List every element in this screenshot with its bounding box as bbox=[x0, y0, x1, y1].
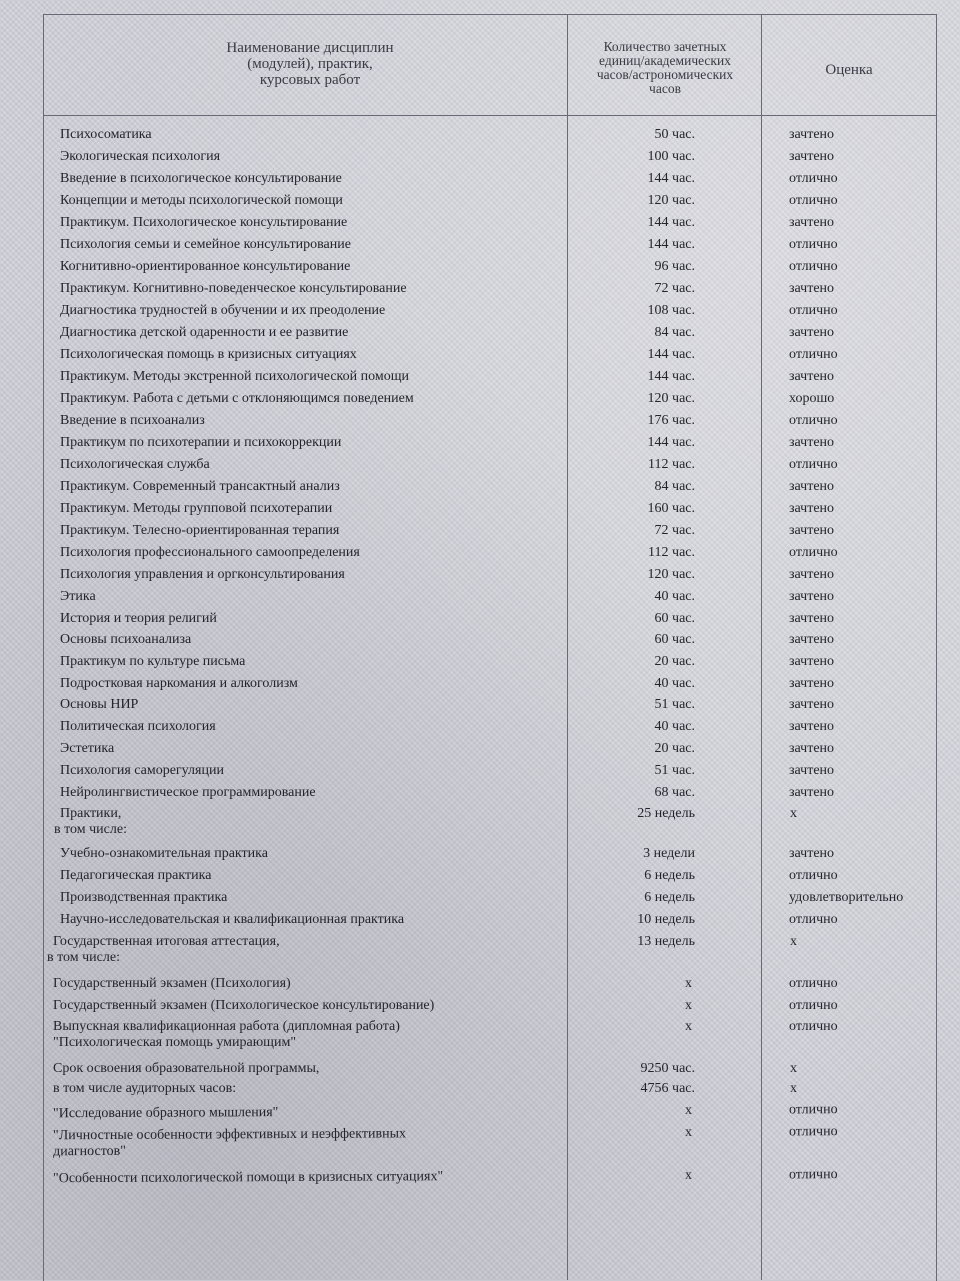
table-row bbox=[0, 654, 960, 676]
header-line: Наименование дисциплин bbox=[226, 40, 394, 56]
discipline-name bbox=[60, 654, 245, 670]
hours-value: 96 час. bbox=[654, 259, 695, 274]
table-row bbox=[0, 741, 960, 763]
discipline-name bbox=[60, 632, 191, 648]
discipline-name-text: в том числе аудиторных часов: bbox=[53, 1081, 237, 1096]
discipline-name-text: Производственная практика bbox=[60, 890, 228, 905]
header-divider bbox=[43, 115, 936, 116]
discipline-name bbox=[60, 501, 332, 517]
hours-value: 160 час. bbox=[647, 501, 695, 516]
table-row bbox=[0, 457, 960, 479]
discipline-name bbox=[53, 1061, 319, 1077]
discipline-name bbox=[60, 149, 220, 165]
discipline-name bbox=[60, 347, 357, 363]
discipline-name-text: Диагностика детской одаренности и ее развитие bbox=[60, 325, 349, 340]
discipline-name-subline: диагностов" bbox=[53, 1143, 127, 1160]
hours-value: 40 час. bbox=[654, 589, 695, 604]
hours-value: 144 час. bbox=[647, 171, 695, 186]
grade-value: зачтено bbox=[789, 719, 835, 734]
discipline-name bbox=[60, 237, 351, 253]
hours-value: 84 час. bbox=[654, 479, 695, 494]
discipline-name bbox=[60, 215, 347, 231]
table-row bbox=[0, 567, 960, 589]
hours-value: 100 час. bbox=[647, 149, 695, 164]
grade-value: зачтено bbox=[789, 697, 835, 712]
grade-value: отлично bbox=[789, 545, 838, 560]
hours-value: 72 час. bbox=[654, 523, 695, 538]
table-row bbox=[0, 846, 960, 868]
discipline-name-text: Введение в психоанализ bbox=[60, 413, 205, 428]
grade-value: зачтено bbox=[789, 149, 835, 164]
discipline-name bbox=[53, 1081, 236, 1097]
discipline-name bbox=[60, 611, 217, 627]
discipline-name-text: Психологическая служба bbox=[60, 457, 210, 472]
discipline-name-text: Психосоматика bbox=[60, 127, 152, 142]
discipline-name bbox=[47, 934, 280, 966]
hours-value: 6 недель bbox=[644, 868, 695, 883]
grade-value: зачтено bbox=[789, 215, 835, 230]
hours-value: 13 недель bbox=[637, 934, 695, 949]
grade-value: зачтено bbox=[789, 567, 835, 582]
table-row bbox=[0, 391, 960, 413]
discipline-name bbox=[60, 457, 210, 473]
discipline-name-text: Педагогическая практика bbox=[60, 868, 212, 883]
hours-value: 144 час. bbox=[647, 215, 695, 230]
grade-value: отлично bbox=[789, 413, 838, 428]
table-row bbox=[0, 171, 960, 193]
header-discipline bbox=[60, 40, 560, 88]
discipline-name-text: Государственный экзамен (Психологическое консультирование) bbox=[53, 998, 435, 1013]
table-row bbox=[0, 1081, 960, 1103]
discipline-name bbox=[60, 259, 350, 275]
hours-value: 40 час. bbox=[654, 676, 695, 691]
discipline-name bbox=[53, 998, 434, 1014]
discipline-name-text: Эстетика bbox=[60, 741, 115, 756]
table-row bbox=[0, 127, 960, 149]
grade-value: отлично bbox=[788, 1167, 838, 1183]
table-row bbox=[0, 632, 960, 654]
grade-value: зачтено bbox=[789, 632, 835, 647]
grade-value: зачтено bbox=[789, 501, 835, 516]
discipline-name bbox=[60, 890, 227, 906]
hours-value: 6 недель bbox=[644, 890, 695, 905]
discipline-name bbox=[53, 976, 291, 992]
discipline-name bbox=[60, 912, 404, 928]
discipline-name-text: Диагностика трудностей в обучении и их преодоление bbox=[60, 303, 386, 318]
hours-value: 84 час. bbox=[654, 325, 695, 340]
discipline-name-subline: в том числе: bbox=[54, 822, 127, 837]
grade-value: зачтено bbox=[789, 741, 835, 756]
discipline-name bbox=[60, 676, 298, 692]
table-row bbox=[0, 193, 960, 215]
grade-value: отлично bbox=[789, 976, 838, 991]
table-row bbox=[0, 523, 960, 545]
discipline-name bbox=[60, 391, 414, 407]
discipline-name-text: Психология управления и оргконсультирования bbox=[60, 567, 345, 582]
discipline-name-subline: "Психологическая помощь умирающим" bbox=[53, 1035, 297, 1050]
table-row bbox=[0, 149, 960, 171]
grade-value: х bbox=[790, 1061, 797, 1076]
table-row bbox=[0, 303, 960, 325]
discipline-name-text: Психология профессионального самоопределения bbox=[60, 545, 360, 560]
discipline-name-text: "Особенности психологической помощи в кризисных ситуациях" bbox=[52, 1169, 444, 1187]
hours-value: 144 час. bbox=[647, 435, 695, 450]
grade-value: отлично bbox=[789, 998, 838, 1013]
discipline-name-text: Практикум. Когнитивно-поведенческое консультирование bbox=[60, 281, 407, 296]
discipline-name-text: "Личностные особенности эффективных и неэффективных bbox=[52, 1126, 407, 1144]
table-row bbox=[0, 998, 960, 1020]
discipline-name bbox=[60, 479, 340, 495]
hours-value: 120 час. bbox=[647, 567, 695, 582]
discipline-name-text: Практикум по психотерапии и психокоррекции bbox=[60, 435, 342, 450]
grade-value: х bbox=[790, 934, 797, 949]
grade-value: зачтено bbox=[789, 281, 835, 296]
hours-value: х bbox=[685, 976, 692, 991]
discipline-name-text: Основы психоанализа bbox=[60, 632, 192, 647]
discipline-name bbox=[60, 589, 96, 605]
discipline-name-text: Психологическая помощь в кризисных ситуациях bbox=[60, 347, 357, 362]
hours-value: 51 час. bbox=[654, 697, 695, 712]
grade-value: зачтено bbox=[789, 763, 835, 778]
grade-value: зачтено bbox=[789, 479, 835, 494]
discipline-name-text: Нейролингвистическое программирование bbox=[60, 785, 316, 800]
table-row bbox=[0, 501, 960, 523]
hours-value: 120 час. bbox=[647, 193, 695, 208]
table-row bbox=[0, 237, 960, 259]
discipline-name-text: Введение в психологическое консультирование bbox=[60, 171, 342, 186]
hours-value: 20 час. bbox=[654, 654, 695, 669]
grade-value: отлично bbox=[789, 193, 838, 208]
discipline-name-text: Государственная итоговая аттестация, bbox=[53, 934, 280, 949]
discipline-name-text: Когнитивно-ориентированное консультирование bbox=[60, 259, 351, 274]
table-row bbox=[0, 545, 960, 567]
discipline-name-text: Психология семьи и семейное консультирование bbox=[60, 237, 351, 252]
table-row bbox=[0, 890, 960, 912]
grade-value: отлично bbox=[789, 237, 838, 252]
table-row bbox=[0, 281, 960, 303]
grade-value: зачтено bbox=[789, 523, 835, 538]
discipline-name bbox=[60, 413, 205, 429]
table-row bbox=[0, 719, 960, 741]
grade-value: отлично bbox=[788, 1124, 838, 1140]
hours-value: 25 недель bbox=[637, 806, 695, 821]
hours-value: х bbox=[684, 1167, 693, 1183]
discipline-name-text: Срок освоения образовательной программы, bbox=[53, 1061, 320, 1076]
hours-value: 144 час. bbox=[647, 347, 695, 362]
grade-value: удовлетворительно bbox=[789, 890, 904, 905]
grade-value: зачтено bbox=[789, 127, 835, 142]
discipline-name bbox=[60, 763, 224, 779]
hours-value: 112 час. bbox=[648, 457, 695, 472]
hours-value: 3 недели bbox=[643, 846, 695, 861]
grade-value: отлично bbox=[789, 457, 838, 472]
grade-value: отлично bbox=[789, 259, 838, 274]
discipline-name bbox=[53, 1169, 443, 1187]
grade-value: зачтено bbox=[789, 785, 835, 800]
grade-value: зачтено bbox=[789, 611, 835, 626]
discipline-name bbox=[60, 369, 409, 385]
hours-value: 176 час. bbox=[647, 413, 695, 428]
hours-value: 4756 час. bbox=[640, 1081, 695, 1096]
discipline-name bbox=[60, 868, 211, 884]
grade-value: зачтено bbox=[789, 846, 835, 861]
grade-value: отлично bbox=[789, 303, 838, 318]
header-line: часов bbox=[649, 81, 681, 96]
grade-value: отлично bbox=[788, 1102, 838, 1118]
discipline-name bbox=[60, 435, 341, 451]
grade-value: зачтено bbox=[789, 654, 835, 669]
discipline-name-text: Экологическая психология bbox=[60, 149, 221, 164]
table-row bbox=[0, 435, 960, 457]
table-row bbox=[0, 676, 960, 698]
hours-value: х bbox=[684, 1102, 693, 1118]
hours-value: 60 час. bbox=[654, 611, 695, 626]
discipline-name-text: Практикум. Методы экстренной психологической помощи bbox=[60, 369, 409, 384]
discipline-name bbox=[60, 741, 114, 757]
hours-value: 51 час. bbox=[654, 763, 695, 778]
discipline-name-text: Психология саморегуляции bbox=[60, 763, 224, 778]
table-row bbox=[0, 259, 960, 281]
header-line: часов/астрономических bbox=[596, 67, 734, 82]
hours-value: 9250 час. bbox=[640, 1061, 695, 1076]
discipline-name bbox=[60, 719, 216, 735]
hours-value: 120 час. bbox=[647, 391, 695, 406]
grade-value: зачтено bbox=[789, 325, 835, 340]
discipline-name-text: Практики, bbox=[60, 806, 122, 821]
table-row bbox=[0, 589, 960, 611]
discipline-name bbox=[60, 697, 138, 713]
discipline-name-text: Практикум. Современный трансактный анализ bbox=[60, 479, 340, 494]
table-row bbox=[0, 479, 960, 501]
hours-value: 50 час. bbox=[654, 127, 695, 142]
table-row bbox=[0, 697, 960, 719]
discipline-name bbox=[60, 545, 360, 561]
table-row bbox=[0, 1019, 960, 1050]
header-line: курсовых работ bbox=[259, 72, 361, 88]
discipline-name-text: Государственный экзамен (Психология) bbox=[53, 976, 291, 991]
discipline-name bbox=[53, 1126, 406, 1160]
discipline-name bbox=[60, 281, 407, 297]
discipline-name-text: Этика bbox=[60, 589, 96, 604]
discipline-name bbox=[53, 1019, 400, 1051]
discipline-name-text: Практикум по культуре письма bbox=[60, 654, 246, 669]
discipline-name bbox=[60, 846, 268, 862]
discipline-name bbox=[53, 1105, 278, 1122]
grade-value: отлично bbox=[789, 868, 838, 883]
discipline-name bbox=[54, 806, 127, 838]
discipline-name-text: Выпускная квалификационная работа (дипломная работа) bbox=[53, 1019, 400, 1034]
discipline-name bbox=[60, 567, 345, 583]
hours-value: 112 час. bbox=[648, 545, 695, 560]
grade-value: х bbox=[790, 1081, 797, 1096]
header-line: единиц/академических bbox=[599, 53, 731, 68]
hours-value: 68 час. bbox=[654, 785, 695, 800]
table-row bbox=[0, 325, 960, 347]
table-row bbox=[0, 912, 960, 934]
discipline-name bbox=[60, 523, 339, 539]
grade-value: отлично bbox=[789, 347, 838, 362]
header-hours bbox=[570, 40, 760, 96]
discipline-name bbox=[60, 785, 316, 801]
discipline-name bbox=[60, 171, 342, 187]
hours-value: 144 час. bbox=[647, 369, 695, 384]
discipline-name bbox=[60, 325, 348, 341]
discipline-name-text: Научно-исследовательская и квалификационная практика bbox=[60, 912, 405, 927]
discipline-name-text: Основы НИР bbox=[60, 697, 139, 712]
grade-value: зачтено bbox=[789, 676, 835, 691]
table-row bbox=[0, 934, 960, 965]
discipline-name-text: Концепции и методы психологической помощи bbox=[60, 193, 343, 208]
table-row bbox=[0, 763, 960, 785]
table-row bbox=[0, 785, 960, 807]
discipline-name-text: Практикум. Психологическое консультирование bbox=[60, 215, 348, 230]
discipline-name-subline: в том числе: bbox=[47, 950, 120, 965]
hours-value: 60 час. bbox=[654, 632, 695, 647]
discipline-name-text: "Исследование образного мышления" bbox=[52, 1105, 279, 1122]
grade-value: хорошо bbox=[789, 391, 835, 406]
header-line: Количество зачетных bbox=[603, 39, 727, 54]
grade-value: зачтено bbox=[789, 589, 835, 604]
hours-value: 108 час. bbox=[647, 303, 695, 318]
discipline-name-text: Учебно-ознакомительная практика bbox=[60, 846, 268, 861]
grade-value: отлично bbox=[789, 1019, 838, 1034]
grade-value: отлично bbox=[789, 171, 838, 186]
grade-value: зачтено bbox=[789, 435, 835, 450]
hours-value: 20 час. bbox=[654, 741, 695, 756]
table-row bbox=[0, 413, 960, 435]
discipline-name bbox=[60, 303, 385, 319]
table-row bbox=[0, 215, 960, 237]
hours-value: 10 недель bbox=[637, 912, 695, 927]
table-row bbox=[0, 369, 960, 391]
grade-value: х bbox=[790, 806, 797, 821]
discipline-name bbox=[60, 127, 152, 143]
discipline-name-text: Подростковая наркомания и алкоголизм bbox=[60, 676, 298, 691]
table-row bbox=[0, 347, 960, 369]
hours-value: 40 час. bbox=[654, 719, 695, 734]
table-row bbox=[0, 806, 960, 837]
grade-value: зачтено bbox=[789, 369, 835, 384]
table-row bbox=[0, 976, 960, 998]
discipline-name-text: Практикум. Методы групповой психотерапии bbox=[60, 501, 333, 516]
discipline-name-text: Практикум. Работа с детьми с отклоняющимся поведением bbox=[60, 391, 414, 406]
hours-value: х bbox=[684, 1124, 693, 1140]
grade-value: отлично bbox=[789, 912, 838, 927]
hours-value: 144 час. bbox=[647, 237, 695, 252]
table-row bbox=[0, 611, 960, 633]
header-line: (модулей), практик, bbox=[247, 56, 373, 72]
discipline-name bbox=[60, 193, 343, 209]
table-row bbox=[0, 868, 960, 890]
header-grade: Оценка bbox=[825, 62, 873, 78]
hours-value: х bbox=[685, 998, 692, 1013]
discipline-name-text: Практикум. Телесно-ориентированная терапия bbox=[60, 523, 340, 538]
table-row bbox=[0, 1061, 960, 1083]
discipline-name-text: История и теория религий bbox=[60, 611, 217, 626]
hours-value: х bbox=[685, 1019, 692, 1034]
hours-value: 72 час. bbox=[654, 281, 695, 296]
discipline-name-text: Политическая психология bbox=[60, 719, 216, 734]
